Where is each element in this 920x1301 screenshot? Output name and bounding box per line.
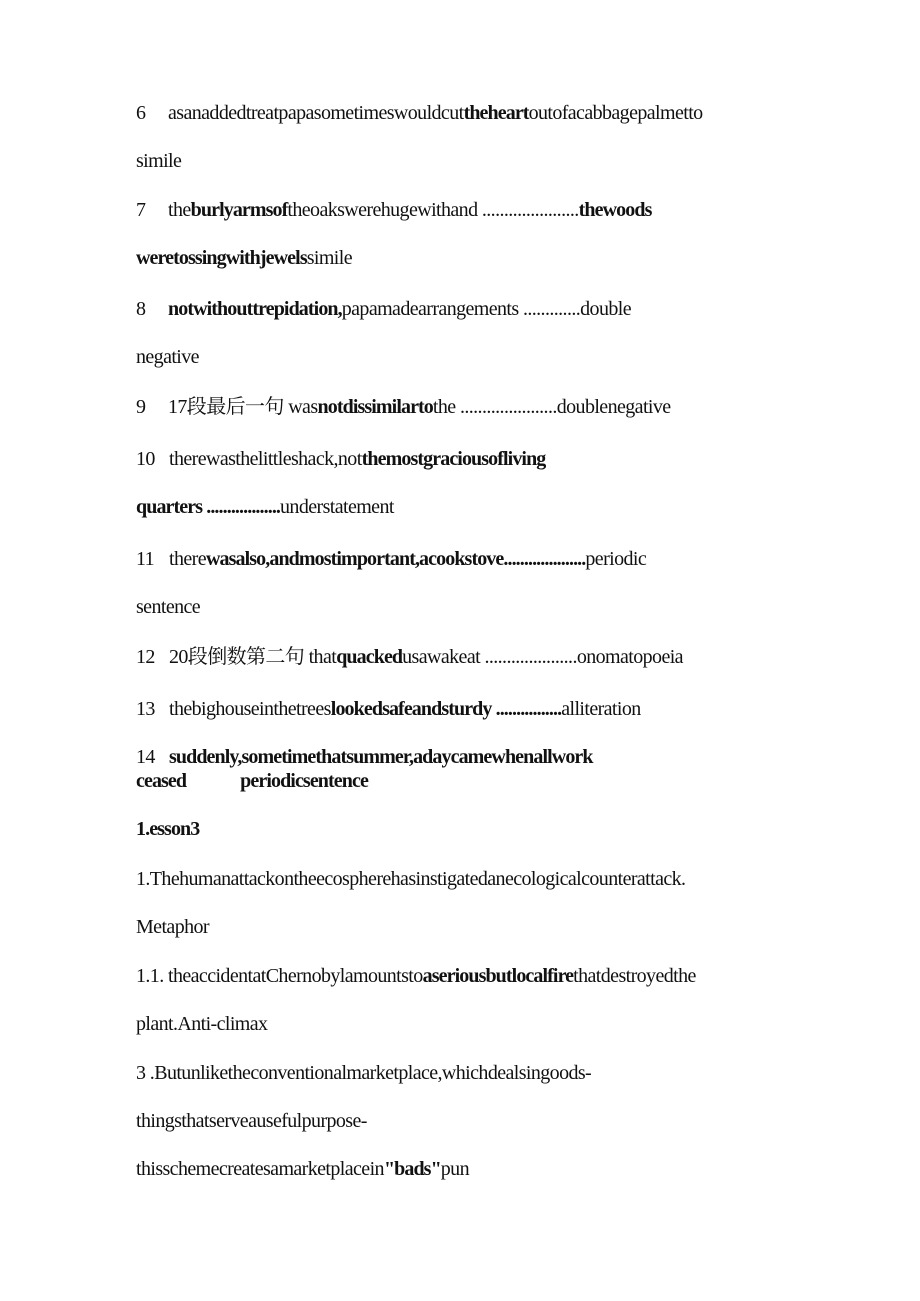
- lesson3-item-1: 1.Thehumanattackontheecospherehasinstigatedanecologicalcounterattack.: [136, 868, 686, 890]
- item-number: 8: [136, 298, 146, 320]
- lesson3-item-3-cont: thingsthatserveausefulpurpose-: [136, 1110, 367, 1132]
- line-11: 11 therewasalso,andmostimportant,acookstove....................periodic: [136, 548, 647, 570]
- item-number: 6: [136, 102, 146, 124]
- line-7-cont: weretossingwithjewelssimile: [136, 247, 352, 269]
- line-14: 14 suddenly,sometimethatsummer,adaycamewhenallwork: [136, 746, 593, 768]
- lesson3-item-3-cont2: thisschemecreatesamarketplacein"bads"pun: [136, 1158, 469, 1180]
- line-6-cont: simile: [136, 150, 182, 172]
- item-number: 13: [136, 698, 155, 720]
- line-10-cont: quarters ..................understatement: [136, 496, 394, 518]
- line-12: 12 20段倒数第二句 thatquackedusawakeat .....................onomatopoeia: [136, 646, 683, 668]
- line-8: 8 notwithouttrepidation,papamadearrangements .............double: [136, 298, 631, 320]
- item-number: 10: [136, 448, 155, 470]
- lesson3-item-1-1: 1.1. theaccidentatChernobylamountstoaseriousbutlocalfirethatdestroyedthe: [136, 965, 696, 987]
- line-11-cont: sentence: [136, 596, 201, 618]
- line-8-cont: negative: [136, 346, 199, 368]
- line-13: 13 thebighouseinthetreeslookedsafeandsturdy ................alliteration: [136, 698, 641, 720]
- line-14-cont: ceased periodicsentence: [136, 770, 368, 792]
- line-6: 6 asanaddedtreatpapasometimeswouldcuttheheartoutofacabbagepalmetto: [136, 102, 703, 124]
- item-number: 9: [136, 396, 146, 418]
- line-9: 9 17段最后一句 wasnotdissimilartothe ......................doublenegative: [136, 396, 671, 418]
- item-number: 11: [136, 548, 155, 570]
- item-number: 12: [136, 646, 155, 668]
- item-number: 14: [136, 746, 155, 768]
- line-7: 7 theburlyarmsoftheoakswerehugewithand ......................thewoods: [136, 199, 652, 221]
- lesson3-item-1-1-cont: plant.Anti-climax: [136, 1013, 268, 1035]
- item-number: 7: [136, 199, 146, 221]
- lesson3-item-1-cont: Metaphor: [136, 916, 209, 938]
- line-10: 10 therewasthelittleshack,notthemostgraciousofliving: [136, 448, 546, 470]
- section-heading: 1.esson3: [136, 818, 200, 840]
- lesson3-item-3: 3 .Butunliketheconventionalmarketplace,whichdealsingoods-: [136, 1062, 592, 1084]
